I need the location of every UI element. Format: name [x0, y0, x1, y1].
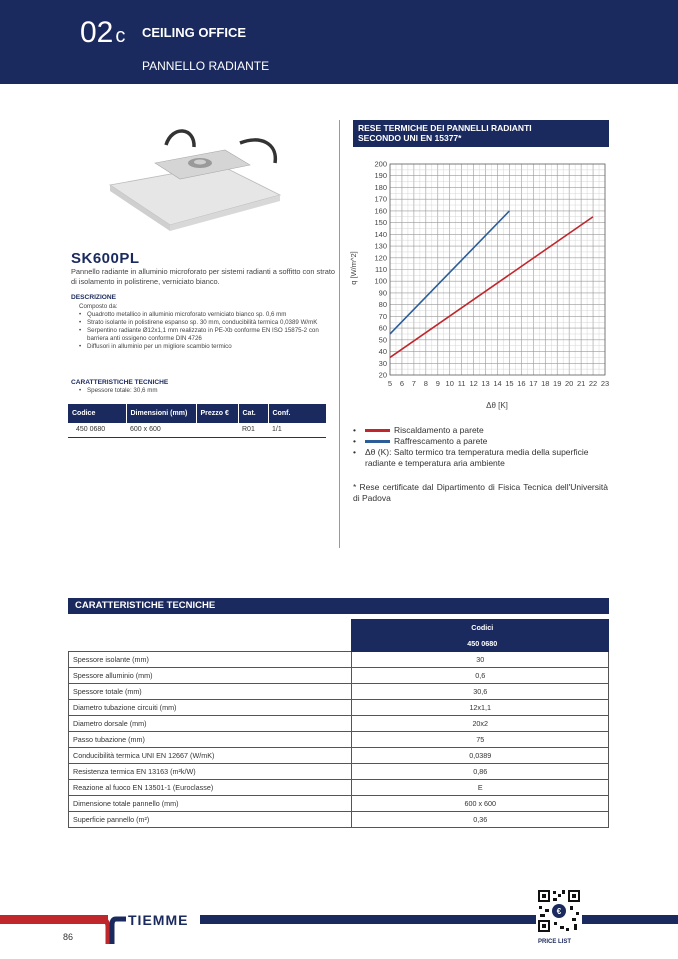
chart-title-box: [353, 120, 609, 147]
legend-cooling: [353, 436, 611, 447]
y-tick-label: 30: [378, 358, 387, 368]
spec-label: Passo tubazione (mm): [69, 732, 352, 748]
section-number: 02 c: [80, 16, 126, 49]
y-tick-label: 70: [378, 311, 387, 321]
spec-label: Spessore isolante (mm): [69, 652, 352, 668]
y-tick-label: 130: [374, 241, 387, 251]
legend-delta-text: Δθ (K): Salto termico tra temperatura media della superficie radiante e temperatura aria ambiente: [365, 447, 589, 468]
spec-value: 75: [352, 732, 609, 748]
cell-prezzo: [196, 423, 238, 437]
x-tick-labels: [388, 379, 609, 388]
x-tick-label: 5: [387, 379, 393, 388]
spec-value: 20x2: [352, 716, 609, 732]
x-tick-label: 6: [399, 379, 405, 388]
table-row: [69, 668, 609, 684]
x-tick-label: 19: [553, 379, 562, 388]
y-tick-label: 170: [374, 194, 387, 204]
spec-label: Diametro tubazione circuiti (mm): [69, 700, 352, 716]
price-table: [68, 404, 326, 438]
empty-cell: [69, 620, 352, 636]
cell-codice: 450 0680: [68, 423, 126, 437]
legend-delta: [353, 447, 611, 469]
table-row: [68, 423, 326, 437]
x-tick-label: 10: [445, 379, 454, 388]
y-tick-label: 180: [374, 182, 387, 192]
certification-note: * Rese certificate dal Dipartimento di Fisica Tecnica dell'Università di Padova: [353, 482, 608, 503]
col-header-dimensioni: Dimensioni (mm): [126, 404, 196, 423]
qr-code-icon[interactable]: [536, 888, 582, 934]
tech-list: [79, 387, 158, 394]
spec-label: Diametro dorsale (mm): [69, 716, 352, 732]
empty-cell: [69, 636, 352, 652]
x-axis-label: Δθ [K]: [486, 401, 508, 410]
codici-header: Codici: [352, 620, 609, 636]
qr-label: PRICE LIST: [538, 939, 572, 945]
spec-value: 0,6: [352, 668, 609, 684]
spec-title: CARATTERISTICHE TECNICHE: [68, 598, 609, 614]
legend-heating: [353, 425, 611, 436]
spec-value: 0,86: [352, 764, 609, 780]
chart-legend: [353, 425, 611, 469]
y-tick-label: 90: [378, 288, 387, 298]
x-tick-label: 9: [435, 379, 440, 388]
table-row: [69, 684, 609, 700]
list-item: • Serpentino radiante Ø12x1,1 mm realizzato in PE-Xb conforme EN ISO 15875-2 con barriera anti ossigeno conforme DIN 4726: [79, 327, 329, 343]
bullet: •: [353, 436, 356, 446]
x-tick-label: 16: [517, 379, 526, 388]
list-item: • Strato isolante in polistirene espanso sp. 30 mm, conducibilità termica 0,0389 W/mK: [79, 319, 329, 327]
footer-navy-bar: [200, 915, 678, 924]
y-tick-label: 20: [378, 370, 387, 380]
spec-label: Reazione al fuoco EN 13501-1 (Euroclasse): [69, 780, 352, 796]
y-tick-label: 150: [374, 218, 387, 228]
y-tick-label: 140: [374, 229, 387, 239]
spec-value: 0,36: [352, 812, 609, 828]
description-heading: DESCRIZIONE: [71, 294, 117, 301]
cell-dimensioni: 600 x 600: [126, 423, 196, 437]
col-header-prezzo: Prezzo €: [196, 404, 238, 423]
y-tick-label: 50: [378, 335, 387, 345]
table-row: [69, 796, 609, 812]
spec-label: Spessore totale (mm): [69, 684, 352, 700]
table-row: [69, 732, 609, 748]
x-tick-label: 14: [493, 379, 502, 388]
y-tick-labels: [374, 160, 387, 380]
legend-cooling-label: Raffrescamento a parete: [394, 436, 488, 446]
spec-value: 0,0389: [352, 748, 609, 764]
cell-conf: 1/1: [268, 423, 326, 437]
spec-table: [68, 619, 609, 828]
product-panel-image: [100, 125, 290, 240]
table-row: [69, 700, 609, 716]
code-header: 450 0680: [352, 636, 609, 652]
col-header-conf: Conf.: [268, 404, 326, 423]
spec-label: Dimensione totale pannello (mm): [69, 796, 352, 812]
y-tick-label: 110: [375, 265, 387, 274]
x-tick-label: 7: [411, 379, 416, 388]
y-tick-label: 60: [378, 323, 387, 333]
section-title: CEILING OFFICE: [142, 25, 246, 40]
y-tick-label: 160: [374, 206, 387, 216]
product-description: Pannello radiante in alluminio microforato per sistemi radianti a soffitto con strato di isolamento in polistirene, verniciato bianco.: [71, 267, 336, 286]
legend-heating-label: Riscaldamento a parete: [394, 425, 484, 435]
list-item: • Diffusori in alluminio per un migliore scambio termico: [79, 343, 329, 351]
description-list: [79, 311, 329, 351]
svg-text:€: €: [556, 907, 562, 916]
spec-label: Conducibilità termica UNI EN 12667 (W/mK): [69, 748, 352, 764]
chart-grid: [390, 164, 605, 375]
list-item: • Quadrotto metallico in alluminio microforato verniciato bianco sp. 0,6 mm: [79, 311, 329, 319]
spec-value: E: [352, 780, 609, 796]
x-tick-label: 21: [576, 379, 586, 388]
page-header: [0, 0, 678, 84]
x-tick-label: 8: [423, 379, 428, 388]
spec-code-row: [69, 636, 609, 652]
spec-label: Spessore alluminio (mm): [69, 668, 352, 684]
heating-swatch: [365, 429, 390, 432]
bullet: •: [353, 447, 356, 457]
spec-header-row: [69, 620, 609, 636]
y-tick-label: 190: [374, 171, 387, 181]
chart-title-line1: RESE TERMICHE DEI PANNELLI RADIANTI: [358, 123, 532, 133]
page-number: 86: [63, 932, 74, 942]
spec-value: 600 x 600: [352, 796, 609, 812]
spec-label: Superficie pannello (m²): [69, 812, 352, 828]
table-row: [69, 652, 609, 668]
x-tick-label: 22: [588, 379, 598, 388]
description-intro: Composto da:: [79, 303, 118, 310]
bullet: •: [353, 425, 356, 435]
x-tick-label: 17: [529, 379, 538, 388]
cooling-swatch: [365, 440, 390, 443]
section-subtitle: PANNELLO RADIANTE: [142, 59, 270, 73]
x-tick-label: 15: [505, 379, 514, 388]
x-tick-label: 13: [481, 379, 490, 388]
product-code: SK600PL: [71, 250, 140, 267]
y-tick-label: 200: [374, 159, 387, 169]
table-row: [69, 764, 609, 780]
y-tick-label: 80: [378, 300, 387, 310]
x-tick-label: 20: [564, 379, 574, 388]
table-row: [69, 748, 609, 764]
y-tick-label: 100: [374, 276, 387, 286]
y-axis-label: q [W/m^2]: [349, 251, 358, 285]
x-tick-label: 12: [469, 379, 478, 388]
spec-value: 12x1,1: [352, 700, 609, 716]
y-tick-label: 40: [378, 347, 387, 357]
col-header-codice: Codice: [68, 404, 126, 423]
footer-pipe-graphic: [86, 912, 126, 952]
cell-cat: R01: [238, 423, 268, 437]
spec-value: 30,6: [352, 684, 609, 700]
chart-title-line2: SECONDO UNI EN 15377*: [358, 133, 462, 143]
table-header-row: [68, 404, 326, 423]
x-tick-label: 23: [600, 379, 610, 388]
x-tick-label: 11: [457, 379, 466, 388]
table-row: [69, 780, 609, 796]
tech-heading: CARATTERISTICHE TECNICHE: [71, 379, 169, 386]
table-row: [69, 812, 609, 828]
x-tick-label: 18: [541, 379, 550, 388]
y-tick-label: 120: [374, 253, 387, 263]
brand-logo: TIEMME: [128, 912, 189, 928]
table-row: [69, 716, 609, 732]
spec-value: 30: [352, 652, 609, 668]
col-header-cat: Cat.: [238, 404, 268, 423]
list-item: • Spessore totale: 30,6 mm: [79, 387, 158, 394]
performance-chart: [340, 150, 615, 420]
spec-label: Resistenza termica EN 13163 (m²k/W): [69, 764, 352, 780]
